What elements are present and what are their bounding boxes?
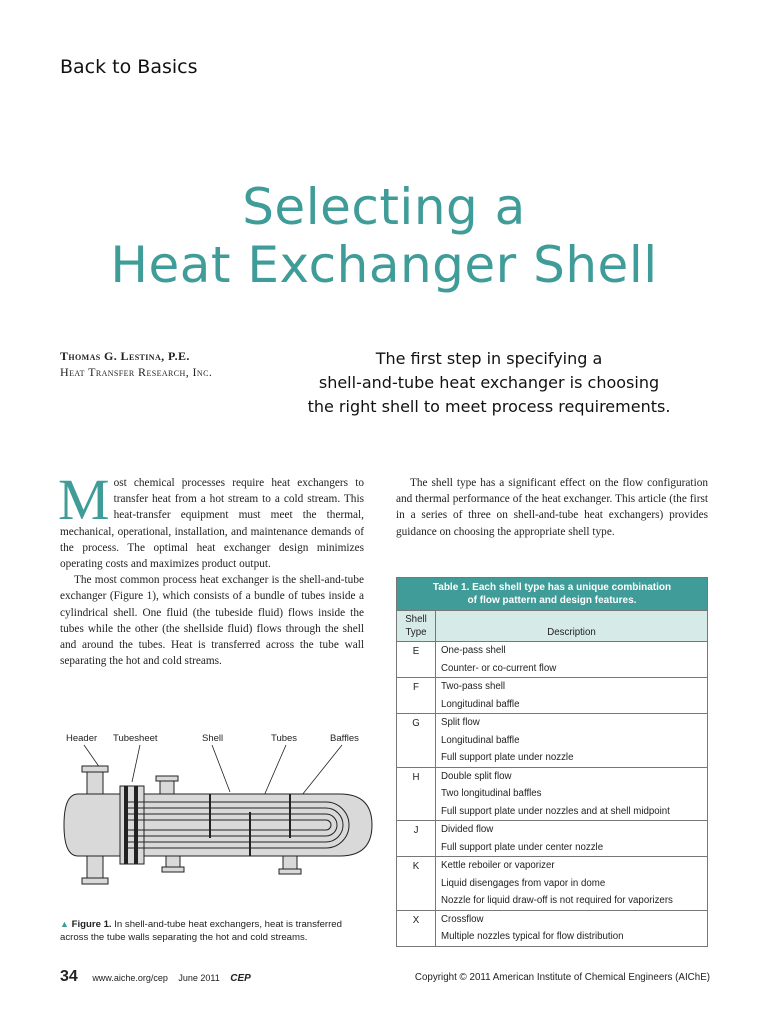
deck-line-1: The first step in specifying a <box>375 349 603 368</box>
description-line: Liquid disengages from vapor in dome <box>441 877 606 889</box>
description-line: Full support plate under center nozzle <box>441 841 604 853</box>
description-line: Full support plate under nozzle <box>441 752 574 763</box>
article-deck <box>296 347 682 419</box>
description-line: Double split flow <box>441 770 512 782</box>
column-header-shell-type <box>397 611 436 642</box>
figure-1 <box>60 730 374 905</box>
shell-type-table <box>396 577 708 947</box>
shell-type-cell: J <box>397 821 436 857</box>
description-line: Full support plate under nozzles and at shell midpoint <box>441 805 670 817</box>
deck-line-2: shell-and-tube heat exchanger is choosing <box>318 373 660 392</box>
page-footer <box>60 968 710 986</box>
footer-date: June 2011 <box>178 973 220 983</box>
description-cell <box>436 678 708 714</box>
page-number: 34 <box>60 968 78 985</box>
shell-type-cell: K <box>397 857 436 911</box>
description-cell <box>436 767 708 821</box>
table-row <box>397 767 708 821</box>
shell-type-cell: F <box>397 678 436 714</box>
description-line: Two longitudinal baffles <box>441 788 542 799</box>
description-line: Multiple nozzles typical for flow distribution <box>441 931 624 942</box>
description-line: One-pass shell <box>441 645 506 656</box>
label-tubes: Tubes <box>271 733 298 744</box>
table-caption-line-1: Table 1. Each shell type has a unique combination <box>432 582 672 593</box>
figure-caption-text: In shell-and-tube heat exchangers, heat is transferred across the tube walls separating the hot and cold streams. <box>60 919 342 943</box>
description-cell <box>436 714 708 768</box>
description-line: Crossflow <box>441 913 484 925</box>
column-header-shell-type-line-1: Shell <box>405 614 427 625</box>
table-row <box>397 821 708 857</box>
body-paragraph-1-text: ost chemical processes require heat exchangers to transfer heat from a hot stream to a cold stream. This heat-transfer equipment must meet the thermal, mechanical, operational, installation, and maintenance demands of the process. The optimal heat exchanger design minimizes operating costs and maximizes product output. <box>60 477 364 571</box>
description-line: Split flow <box>441 717 480 728</box>
description-line: Longitudinal baffle <box>441 698 520 710</box>
table-row <box>397 678 708 714</box>
body-paragraph-3: The shell type has a significant effect on the flow configuration and thermal performance of the heat exchanger. This article (the first in a series of three on shell-and-tube heat exchangers) provides guidance on choosing the appropriate shell type. <box>396 477 708 538</box>
author-block <box>60 348 212 380</box>
table-row <box>397 714 708 768</box>
body-paragraph-1 <box>58 467 364 572</box>
footer-magazine: CEP <box>230 973 251 984</box>
description-line: Kettle reboiler or vaporizer <box>441 860 555 871</box>
table-row <box>397 642 708 678</box>
figure-caption-label: Figure 1. <box>71 919 112 930</box>
description-line: Nozzle for liquid draw-off is not required for vaporizers <box>441 895 673 906</box>
deck-line-3: the right shell to meet process requirements. <box>307 397 671 416</box>
label-shell: Shell <box>202 733 224 744</box>
table-caption <box>397 578 708 611</box>
figure-caption <box>60 918 372 944</box>
description-cell <box>436 910 708 946</box>
table-caption-line-2: of flow pattern and design features. <box>467 595 637 606</box>
article-title-line-2: Heat Exchanger Shell <box>110 236 658 294</box>
body-paragraph-2: The most common process heat exchanger is the shell-and-tube exchanger (Figure 1), which consists of a bundle of tubes inside a cylindrical shell. One fluid (the tubeside fluid) flows inside the tubes while the other (the shellside fluid) flows through the shell and around the tubes. Heat is transferred across the tube wall separating the hot and cold streams. <box>60 574 364 668</box>
drop-cap: M <box>58 467 110 532</box>
heat-exchanger-drawing <box>60 730 374 905</box>
description-line: Divided flow <box>441 824 494 835</box>
description-line: Two-pass shell <box>441 681 506 692</box>
footer-copyright: Copyright © 2011 American Institute of Chemical Engineers (AIChE) <box>414 972 710 983</box>
description-cell <box>436 642 708 678</box>
body-column-right <box>396 475 708 540</box>
caption-triangle-icon: ▲ <box>60 919 69 929</box>
table-row <box>397 857 708 911</box>
column-header-shell-type-line-2: Type <box>405 627 427 638</box>
description-line: Counter- or co-current flow <box>441 662 557 674</box>
table-body <box>397 642 708 947</box>
author-affiliation: Heat Transfer Research, Inc. <box>60 365 213 379</box>
shell-type-cell: X <box>397 910 436 946</box>
description-cell <box>436 821 708 857</box>
shell-type-cell: G <box>397 714 436 768</box>
shell-type-cell: E <box>397 642 436 678</box>
section-label: Back to Basics <box>60 56 198 78</box>
table-row <box>397 910 708 946</box>
label-baffles: Baffles <box>330 733 359 744</box>
column-header-description: Description <box>436 611 708 642</box>
author-name: Thomas G. Lestina, P.E. <box>60 349 190 363</box>
article-title-line-1: Selecting a <box>242 178 526 236</box>
label-tubesheet: Tubesheet <box>113 733 158 744</box>
label-header: Header <box>66 733 98 744</box>
description-cell <box>436 857 708 911</box>
body-column-left <box>58 467 364 669</box>
shell-type-cell: H <box>397 767 436 821</box>
description-line: Longitudinal baffle <box>441 734 520 746</box>
footer-url: www.aiche.org/cep <box>92 973 168 983</box>
